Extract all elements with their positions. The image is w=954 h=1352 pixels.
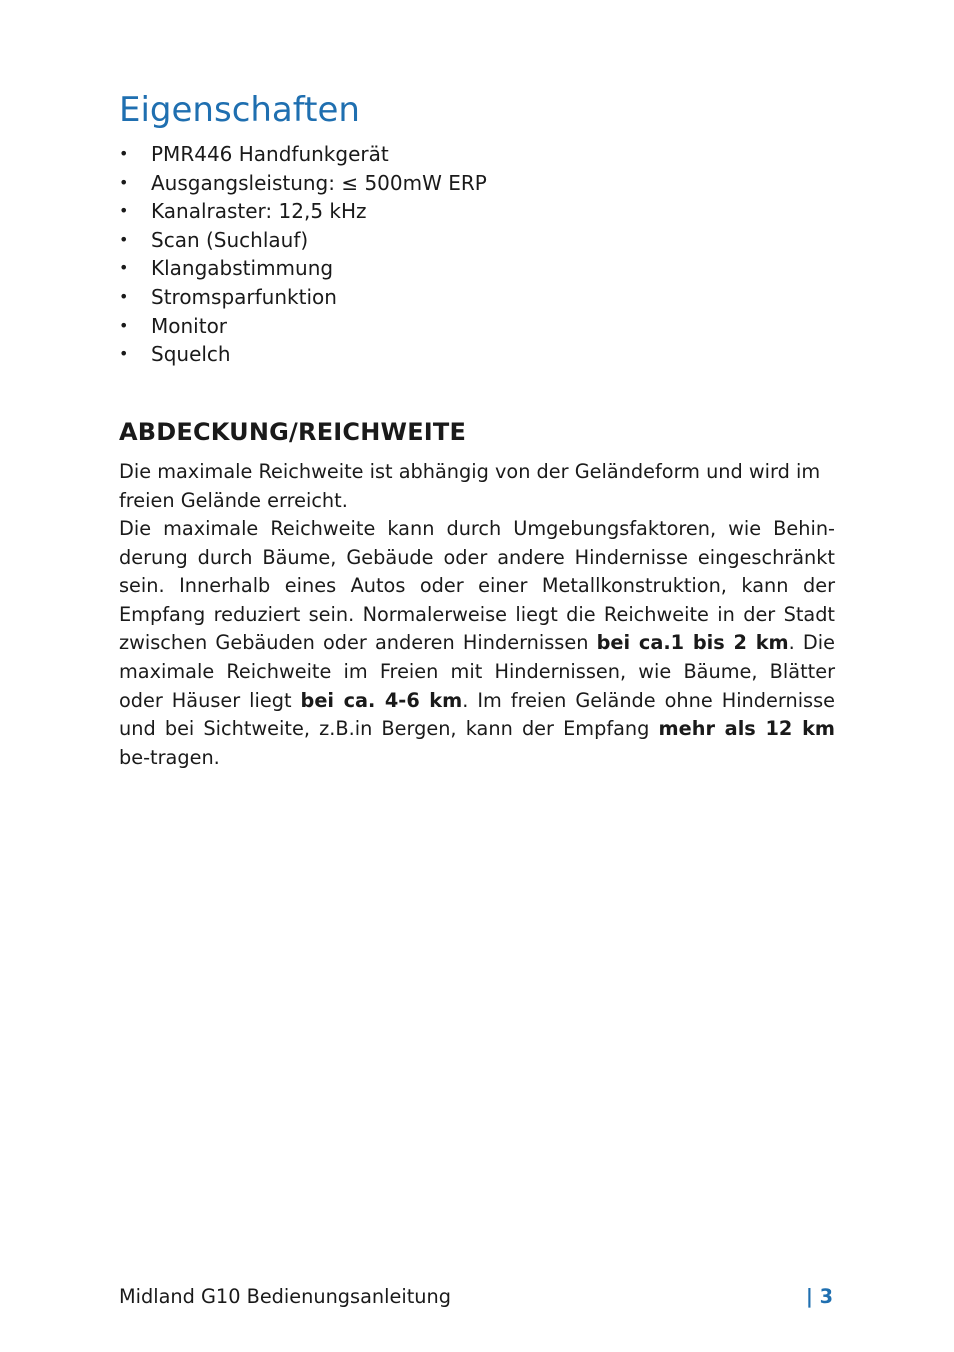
bullet-icon: •: [119, 286, 129, 306]
range-city-value: bei ca.1 bis 2 km: [596, 631, 789, 655]
bullet-icon: •: [119, 344, 129, 364]
list-item: [119, 340, 487, 369]
bullet-icon: •: [119, 229, 129, 249]
intro-paragraph: Die maximale Reichweite ist abhängig von der Geländeform und wird im freien Gelände erreicht.: [119, 460, 821, 512]
list-item: [119, 140, 487, 169]
page-footer: [119, 1283, 833, 1311]
feature-text: PMR446 Handfunkgerät: [151, 142, 389, 166]
list-item: [119, 226, 487, 255]
range-text: Die maximale Reichweite kann durch Umgebungsfaktoren, wie Behin-derung durch Bäume, Gebäude oder andere Hindernisse eingeschränkt sein. Innerhalb eines Autos oder einer Metallkonstruktion, kann der Empfang reduziert sein. Normalerweise liegt die Reichweite in der Stadt zwischen Gebäuden oder anderen Hindernissen: [119, 517, 835, 655]
bullet-icon: •: [119, 315, 129, 335]
range-open-value: mehr als 12 km: [658, 717, 835, 741]
bullet-icon: •: [119, 258, 129, 278]
feature-text: Kanalraster: 12,5 kHz: [151, 199, 367, 224]
feature-text: Ausgangsleistung: ≤ 500mW ERP: [151, 170, 487, 195]
range-text: . Die maximale Reichweite im Freien mit Hindernissen, wie Bäume, Blätter oder Häuser liegt: [119, 631, 835, 712]
feature-text: Klangabstimmung: [151, 256, 334, 281]
range-text: . Im freien Gelände ohne Hindernisse und bei Sichtweite, z.B.in Bergen, kann der Empfang: [119, 688, 836, 741]
feature-text: Scan (Suchlauf): [151, 227, 309, 252]
list-item: [119, 312, 487, 341]
page-title: Eigenschaften: [119, 90, 360, 130]
manual-title: Midland G10 Bedienungsanleitung: [119, 1285, 451, 1308]
list-item: [119, 254, 487, 283]
list-item: [119, 197, 487, 226]
feature-text: Stromsparfunktion: [151, 284, 337, 309]
bullet-icon: •: [119, 172, 129, 192]
list-item: [119, 283, 487, 312]
feature-text: Squelch: [151, 342, 231, 367]
feature-list: [119, 140, 487, 369]
section-heading: ABDECKUNG/REICHWEITE: [119, 418, 467, 446]
bullet-icon: •: [119, 201, 129, 221]
range-paragraph: [119, 515, 835, 772]
range-outdoor-value: bei ca. 4-6 km: [300, 688, 463, 712]
bullet-icon: •: [119, 144, 129, 163]
page-number: | 3: [805, 1285, 833, 1308]
list-item: [119, 169, 487, 198]
range-text: be-tragen.: [119, 745, 220, 769]
feature-text: Monitor: [151, 313, 228, 338]
